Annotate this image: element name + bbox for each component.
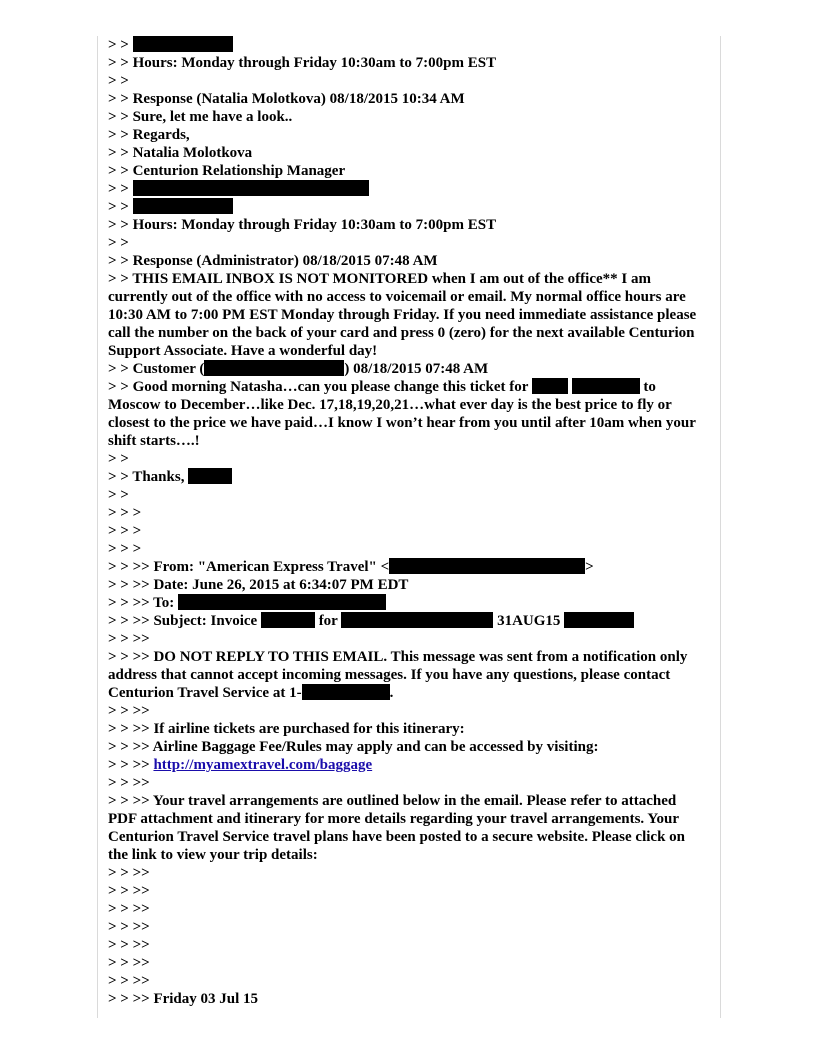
quote-line: > > >> — [108, 883, 150, 899]
travel-paragraph: > > >> Your travel arrangements are outlined below in the email. Please refer to attached PDF attachment and itinerary for more details regarding your travel arrangements. Your Centurion Travel Service travel plans have been posted to a secure website. Please click on the link to view your trip details: — [108, 793, 686, 863]
quote-line: > > — [108, 451, 129, 467]
redaction-bar — [133, 198, 233, 214]
redaction-bar — [564, 612, 634, 628]
redaction-bar — [572, 378, 640, 394]
quote-line: > > — [108, 180, 708, 198]
hours-line: > > Hours: Monday through Friday 10:30am to 7:00pm EST — [108, 55, 497, 71]
email-thread — [108, 36, 708, 1008]
from-line: > > >> From: "American Express Travel" < > — [108, 559, 594, 575]
quote-line: > > >> — [108, 775, 150, 791]
redaction-bar — [133, 180, 369, 196]
link-line: > > >> http://myamextravel.com/baggage — [108, 757, 373, 773]
quote-line: > > >> — [108, 631, 150, 647]
quote-line: > > — [108, 235, 129, 251]
redaction-bar — [133, 36, 233, 52]
response-header: > > Response (Natalia Molotkova) 08/18/2015 10:34 AM — [108, 91, 465, 107]
signature-line: > > Regards, — [108, 127, 190, 143]
redaction-bar — [204, 360, 344, 376]
auto-reply-paragraph: > > THIS EMAIL INBOX IS NOT MONITORED when I am out of the office** I am currently out of the office with no access to voicemail or email. My normal office hours are 10:30 AM to 7:00 PM EST Monday through Friday. If you need immediate assistance please call the number on the back of your card and press 0 (zero) for the next available Centurion Support Associate. Have a wonderful day! — [108, 271, 697, 359]
customer-header: > > Customer ( ) 08/18/2015 07:48 AM — [108, 361, 489, 377]
redaction-bar — [178, 594, 386, 610]
quote-line: > > >> — [108, 919, 150, 935]
quote-line: > > > — [108, 523, 142, 539]
subject-line: > > >> Subject: Invoice for 31AUG15 — [108, 612, 708, 630]
itinerary-date-line: > > >> Friday 03 Jul 15 — [108, 991, 259, 1007]
quote-line: > > >> — [108, 937, 150, 953]
quote-line: > > > — [108, 541, 142, 557]
customer-message: > > Good morning Natasha…can you please change this ticket for to Moscow to December…like Dec. 17,18,19,20,21…what ever day is the best price to fly or closest to the price we have paid…I know I won’t hear from you until after 10am when your shift starts….! — [108, 379, 696, 449]
message-line: > > >> Airline Baggage Fee/Rules may apply and can be accessed by visiting: — [108, 739, 599, 755]
message-line: > > >> If airline tickets are purchased for this itinerary: — [108, 721, 465, 737]
redaction-bar — [341, 612, 493, 628]
response-header: > > Response (Administrator) 08/18/2015 07:48 AM — [108, 253, 438, 269]
redaction-bar — [302, 684, 390, 700]
signature-title: > > Centurion Relationship Manager — [108, 163, 346, 179]
quote-line: > > > — [108, 505, 142, 521]
baggage-link[interactable]: http://myamextravel.com/baggage — [153, 757, 373, 773]
redaction-bar — [188, 468, 232, 484]
redaction-bar — [261, 612, 315, 628]
quote-line: > > >> — [108, 703, 150, 719]
quote-line: > > >> — [108, 955, 150, 971]
date-line: > > >> Date: June 26, 2015 at 6:34:07 PM EDT — [108, 577, 409, 593]
quote-line: > > — [108, 73, 129, 89]
quote-line: > > >> — [108, 865, 150, 881]
notice-paragraph: > > >> DO NOT REPLY TO THIS EMAIL. This message was sent from a notification only address that cannot accept incoming messages. If you have any questions, please contact Centurion Travel Service at 1- . — [108, 649, 688, 701]
redaction-bar — [389, 558, 585, 574]
to-line: > > >> To: — [108, 594, 708, 612]
quote-line: > > — [108, 36, 708, 54]
quote-line: > > >> — [108, 901, 150, 917]
redaction-bar — [532, 378, 568, 394]
signature-name: > > Natalia Molotkova — [108, 145, 253, 161]
quote-line: > > — [108, 487, 129, 503]
thanks-line: > > Thanks, — [108, 468, 708, 486]
quote-line: > > >> — [108, 973, 150, 989]
quote-line: > > — [108, 198, 708, 216]
message-line: > > Sure, let me have a look.. — [108, 109, 293, 125]
hours-line: > > Hours: Monday through Friday 10:30am to 7:00pm EST — [108, 217, 497, 233]
